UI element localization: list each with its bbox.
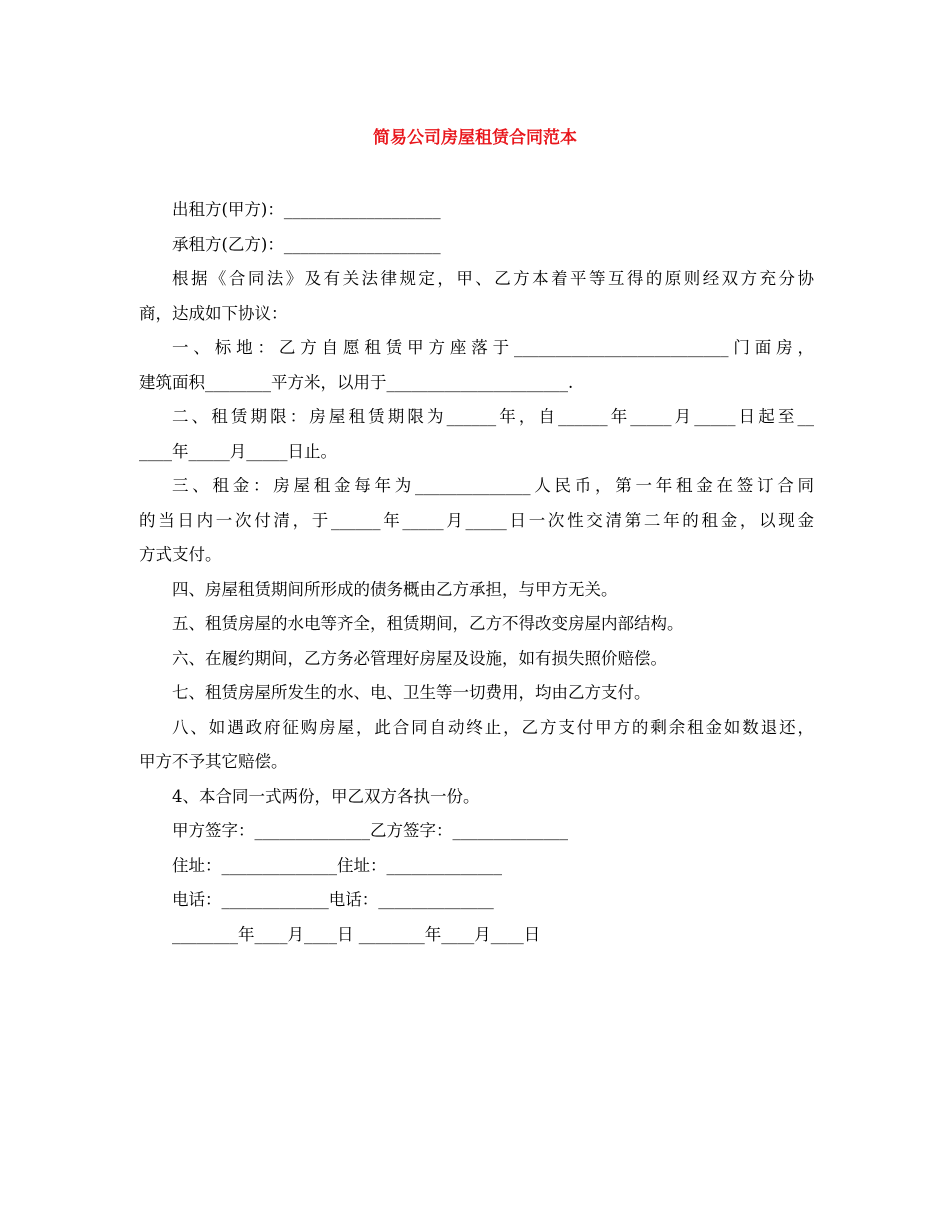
clause-3-line-2: 的当日内一次付清，于______年_____月_____日一次性交清第二年的租金，以现金 (139, 510, 814, 530)
clause-1-line-1: 一、标地：乙方自愿租赁甲方座落于__________________________门面房， (172, 338, 814, 357)
clause-8-line-1: 八、如遇政府征购房屋，此合同自动终止，乙方支付甲方的剩余租金如数退还， (172, 717, 814, 737)
clause-2-line-2: ____年_____月_____日止。 (139, 441, 337, 461)
clause-5: 五、租赁房屋的水电等齐全，租赁期间，乙方不得改变房屋内部结构。 (172, 614, 684, 633)
signature-line: 甲方签字：______________乙方签字：______________ (172, 821, 568, 840)
clause-3-line-3: 方式支付。 (139, 545, 222, 564)
copies-clause: 4、本合同一式两份，甲乙双方各执一份。 (172, 786, 480, 806)
clause-8-line-2: 甲方不予其它赔偿。 (139, 752, 288, 771)
preamble-line-1: 根据《合同法》及有关法律规定，甲、乙方本着平等互得的原则经双方充分协 (172, 269, 814, 288)
clause-7: 七、租赁房屋所发生的水、电、卫生等一切费用，均由乙方支付。 (172, 683, 651, 702)
clause-2-line-1: 二、租赁期限：房屋租赁期限为______年，自______年_____月_____日起至__ (172, 407, 814, 426)
phone-line: 电话：_____________电话：______________ (172, 890, 494, 909)
lessee-line: 承租方(乙方)：___________________ (172, 234, 441, 254)
address-line: 住址：______________住址：______________ (172, 855, 502, 875)
clause-1-line-2: 建筑面积________平方米，以用于______________________. (139, 372, 574, 392)
date-line: ________年____月____日 ________年____月____日 (172, 924, 541, 944)
clause-3-line-1: 三、租金：房屋租金每年为______________人民币，第一年租金在签订合同 (172, 476, 814, 495)
clause-6: 六、在履约期间，乙方务必管理好房屋及设施，如有损失照价赔偿。 (172, 648, 667, 668)
preamble-line-2: 商，达成如下协议： (139, 303, 288, 323)
clause-4: 四、房屋租赁期间所形成的债务概由乙方承担，与甲方无关。 (172, 579, 618, 599)
document-title: 简易公司房屋租赁合同范本 (373, 128, 577, 148)
lessor-line: 出租方(甲方)：___________________ (172, 200, 441, 219)
contract-body (139, 193, 814, 952)
